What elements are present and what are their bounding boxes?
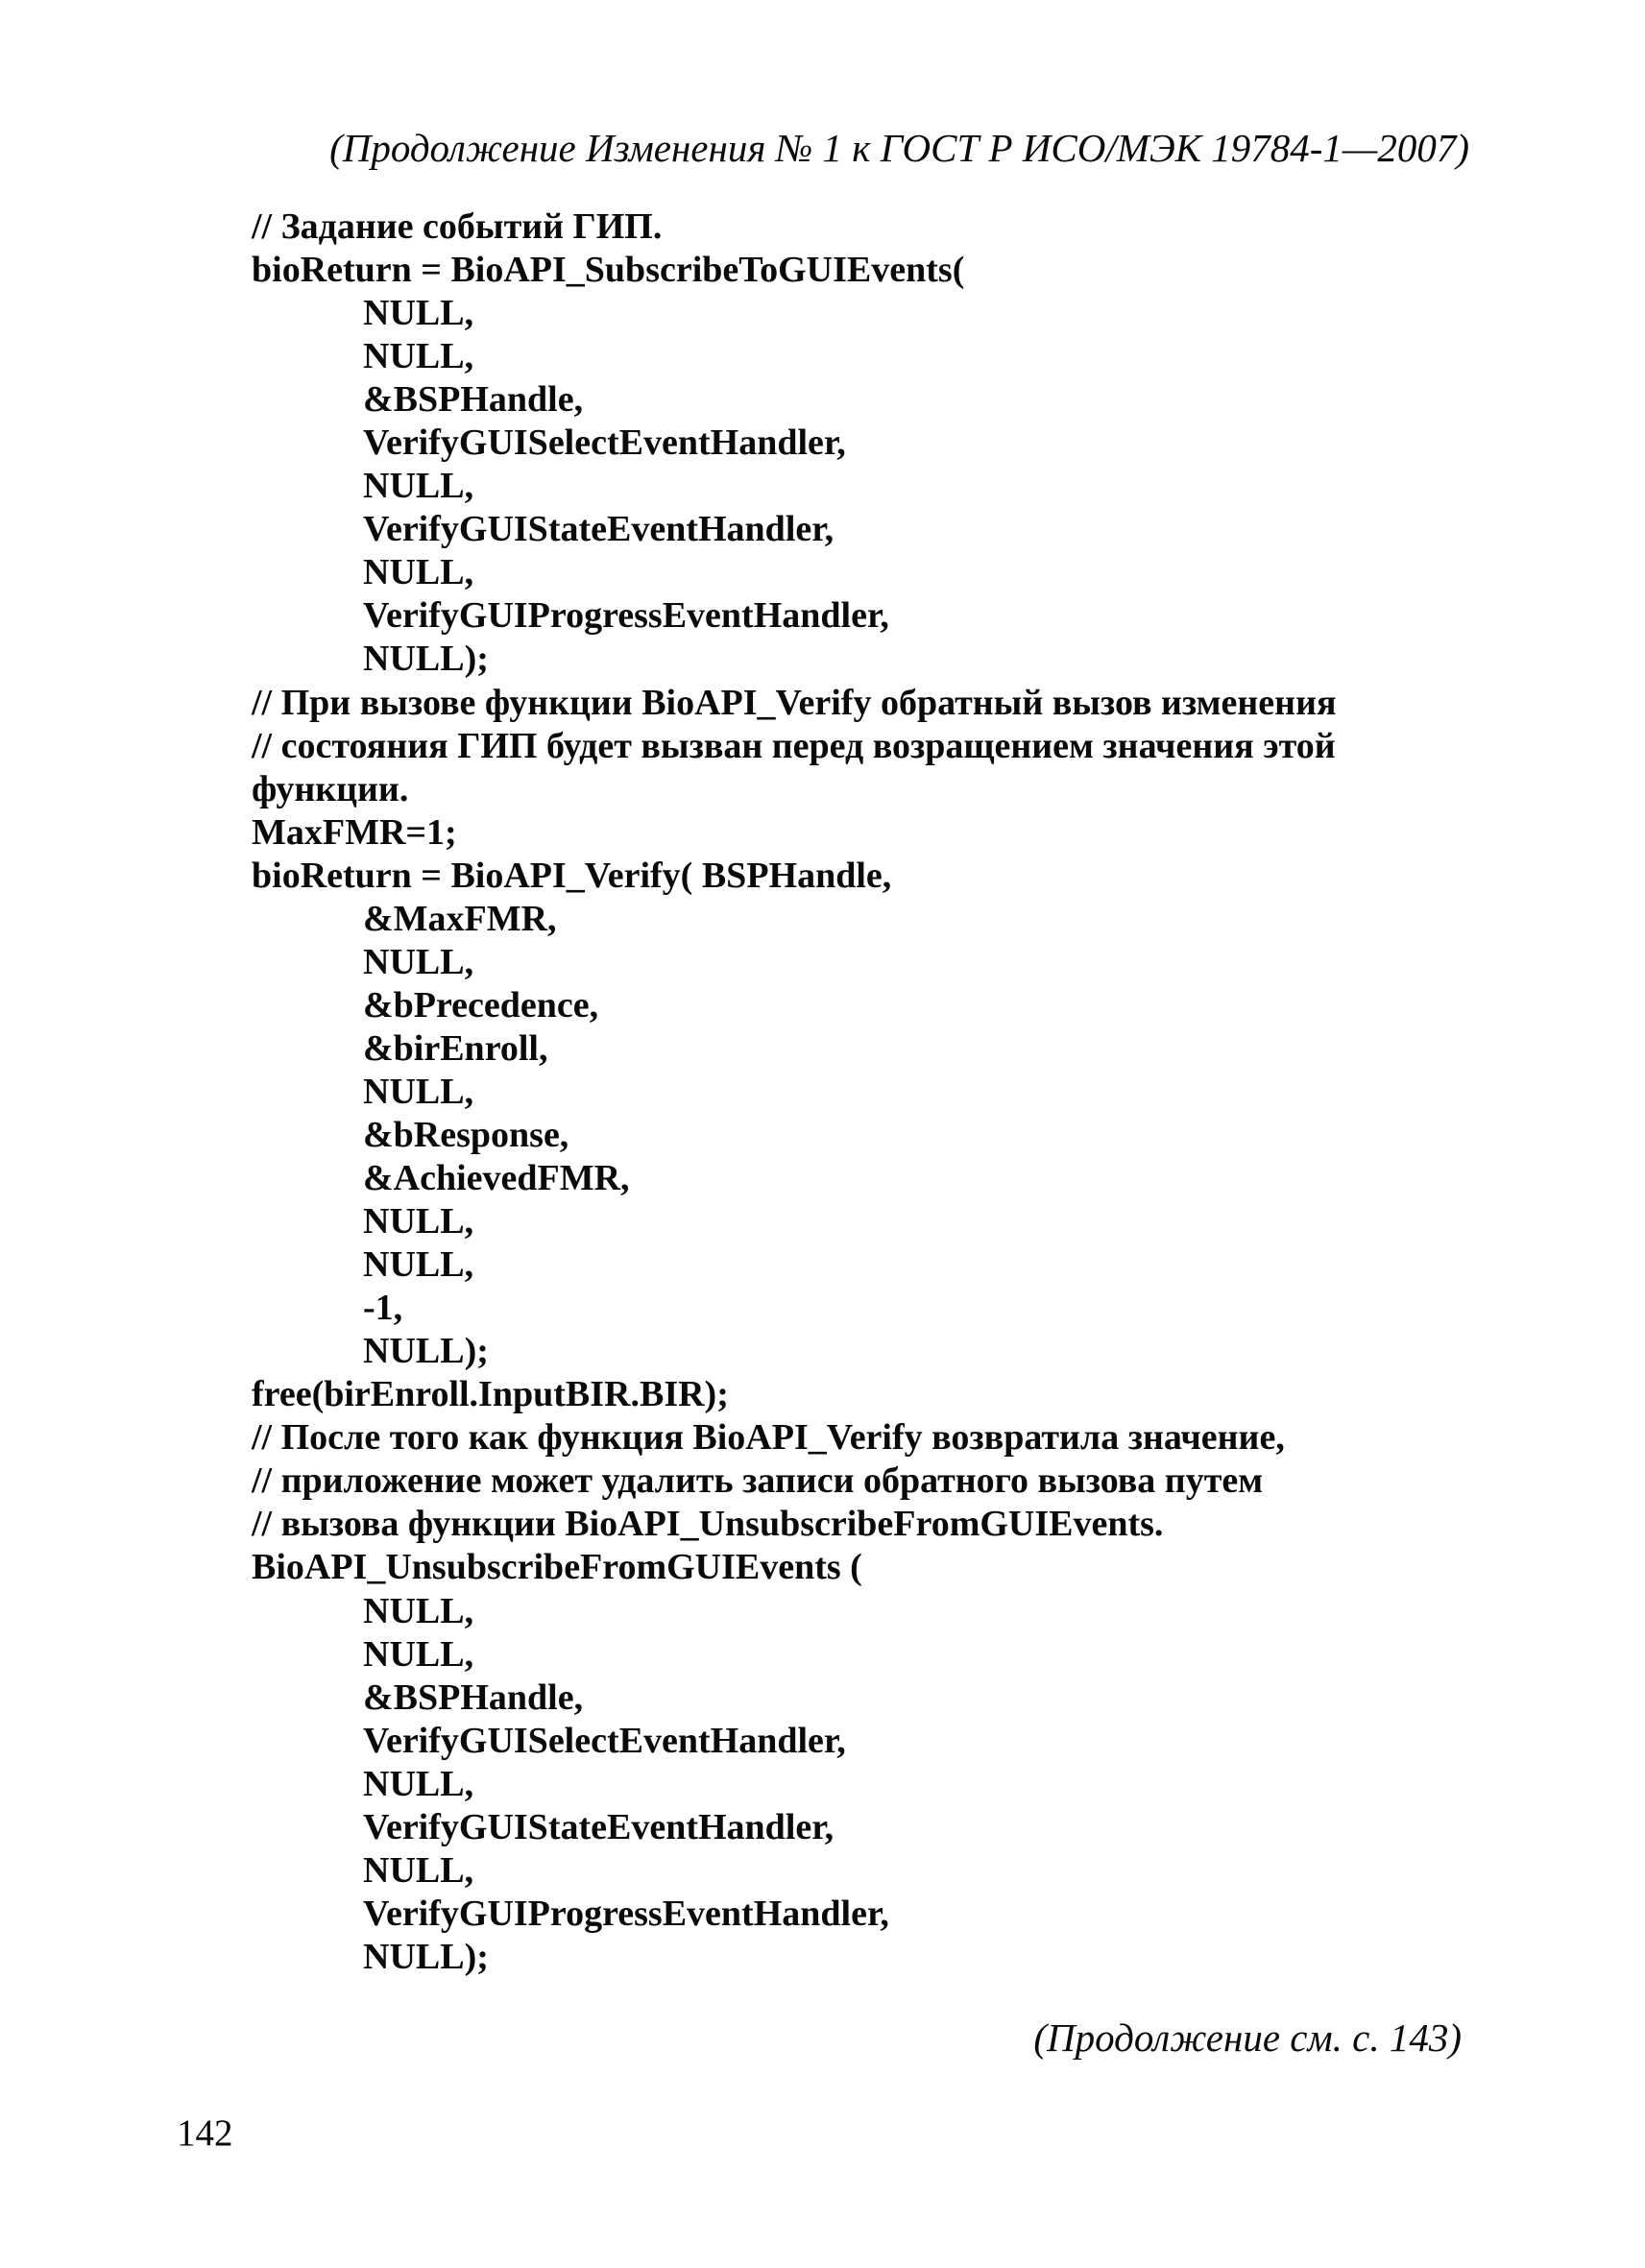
code-line: NULL, [363, 1849, 474, 1891]
continuation-note: (Продолжение см. с. 143) [1033, 2015, 1462, 2060]
code-line: NULL, [363, 466, 474, 507]
code-line: NULL, [363, 1244, 474, 1286]
code-line: NULL, [363, 1633, 474, 1675]
code-line: NULL, [363, 1201, 474, 1243]
code-line: NULL, [363, 1763, 474, 1804]
code-line: функции. [252, 768, 409, 809]
code-listing [252, 205, 1500, 1979]
code-line: VerifyGUIStateEventHandler, [363, 509, 835, 550]
code-line: &MaxFMR, [363, 898, 557, 939]
code-line: NULL, [363, 1590, 474, 1631]
code-line: &bPrecedence, [363, 984, 599, 1025]
code-line: // состояния ГИП будет вызван перед возращением значения этой [252, 725, 1336, 766]
code-line: NULL); [363, 639, 489, 680]
code-line: // После того как функция BioAPI_Verify возвратила значение, [252, 1417, 1285, 1459]
code-line: &birEnroll, [363, 1027, 548, 1069]
code-line: // вызова функции BioAPI_UnsubscribeFromGUIEvents. [252, 1504, 1164, 1545]
code-line: NULL); [363, 1331, 489, 1372]
code-line: VerifyGUIProgressEventHandler, [363, 595, 889, 637]
code-line: &AchievedFMR, [363, 1158, 630, 1199]
code-line: // Задание событий ГИП. [252, 206, 663, 247]
code-line: MaxFMR=1; [252, 811, 457, 853]
code-line: free(birEnroll.InputBIR.BIR); [252, 1374, 729, 1415]
code-line: NULL, [363, 941, 474, 982]
code-line: &bResponse, [363, 1114, 569, 1155]
code-line: -1, [363, 1288, 403, 1329]
page-number: 142 [177, 2112, 233, 2154]
code-line: NULL, [363, 1071, 474, 1112]
code-line: // приложение может удалить записи обратного вызова путем [252, 1460, 1264, 1502]
code-line: &BSPHandle, [363, 1677, 584, 1718]
code-line: VerifyGUISelectEventHandler, [363, 422, 846, 464]
code-line: NULL, [363, 552, 474, 593]
code-line: bioReturn = BioAPI_Verify( BSPHandle, [252, 855, 892, 896]
code-line: NULL, [363, 336, 474, 377]
code-line: &BSPHandle, [363, 379, 584, 421]
page-header: (Продолжение Изменения № 1 к ГОСТ Р ИСО/МЭК 19784-1—2007) [329, 126, 1469, 170]
code-line: VerifyGUISelectEventHandler, [363, 1720, 846, 1761]
code-line: NULL, [363, 293, 474, 334]
code-line: bioReturn = BioAPI_SubscribeToGUIEvents( [252, 250, 965, 291]
code-line: VerifyGUIStateEventHandler, [363, 1806, 835, 1847]
code-line: // При вызове функции BioAPI_Verify обратный вызов изменения [252, 682, 1337, 723]
code-line: BioAPI_UnsubscribeFromGUIEvents ( [252, 1547, 862, 1588]
code-line: VerifyGUIProgressEventHandler, [363, 1893, 889, 1934]
code-line: NULL); [363, 1936, 489, 1977]
